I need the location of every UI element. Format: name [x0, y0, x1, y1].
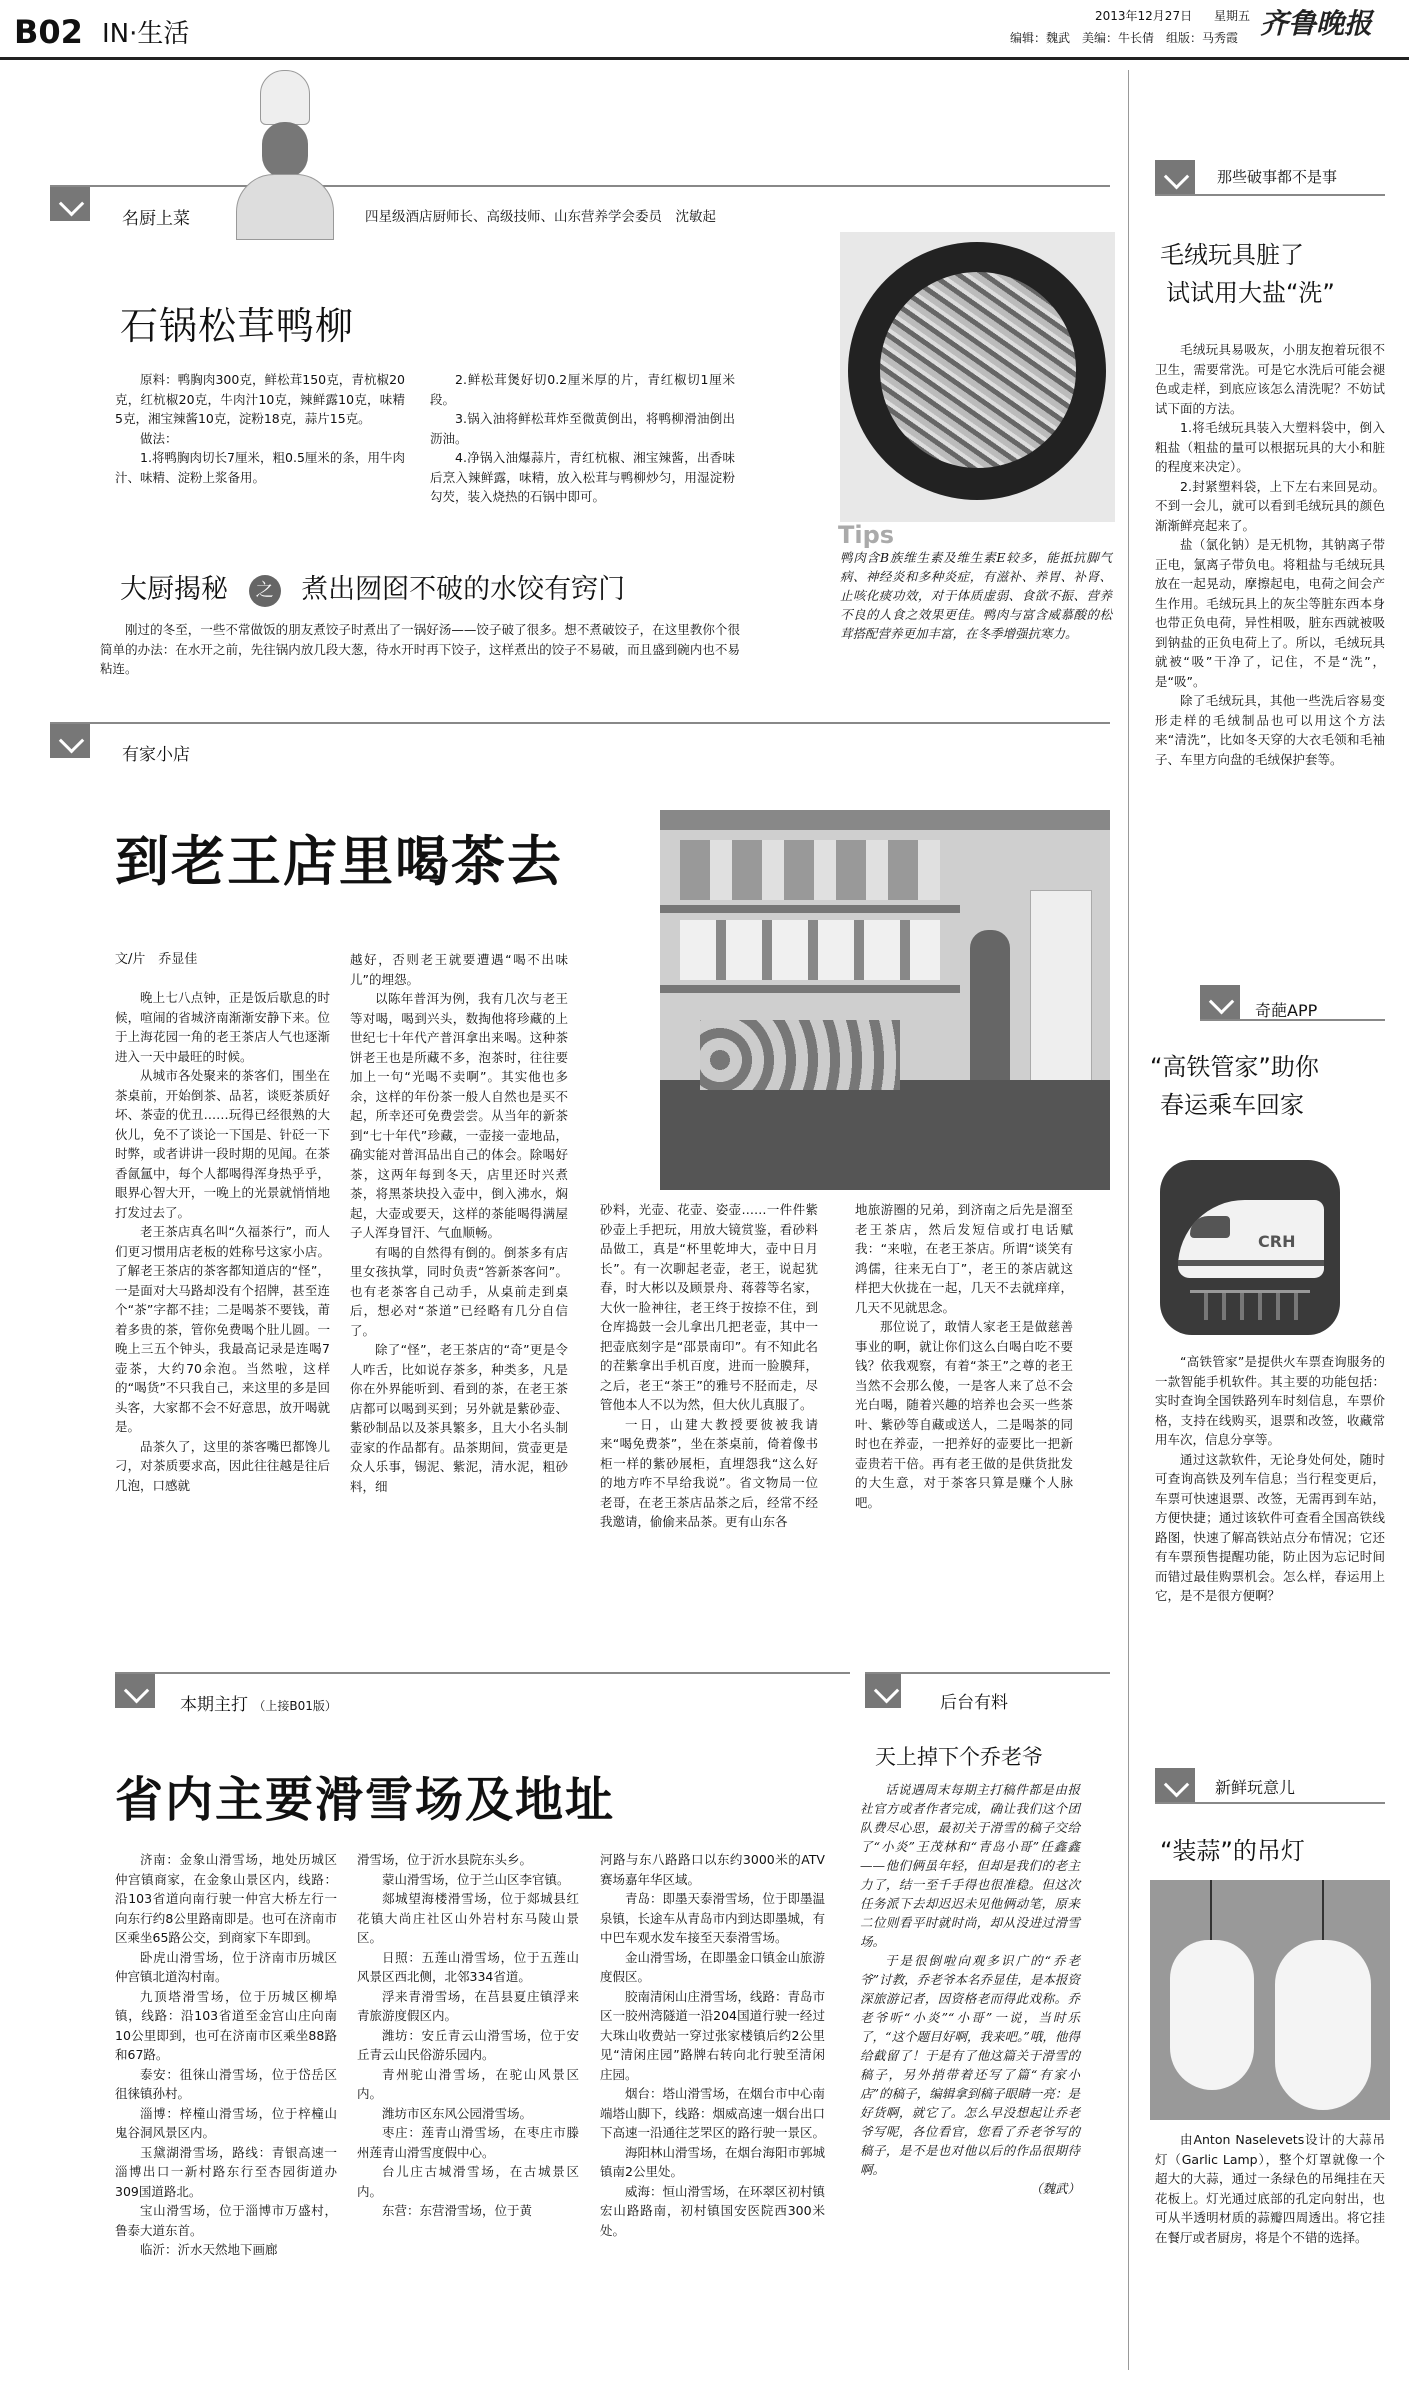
toys-title-1: 毛绒玩具脏了 [1160, 241, 1304, 269]
garlic-lamp-photo [1150, 1880, 1390, 2120]
lamp-section-bar [1155, 1768, 1385, 1804]
lamp-heading [1160, 1832, 1390, 1870]
ski-para: 潍坊：安丘青云山滑雪场，位于安丘青云山民俗游乐园内。 [357, 2027, 579, 2062]
backstage-title: 天上掉下个乔老爷 [875, 1745, 1043, 1769]
ski-para: 泰安：徂徕山滑雪场，位于岱岳区徂徕镇孙村。 [115, 2066, 337, 2101]
recipe-para: 做法： [140, 430, 178, 446]
ski-para: 青岛：即墨天泰滑雪场，位于即墨温泉镇，长途车从青岛市内到达即墨城，有中巴车观水发车接至天泰滑雪场。 [600, 1891, 826, 1945]
shelf [660, 905, 960, 913]
chef-hat [260, 70, 310, 125]
toys-section-bar [1155, 160, 1385, 196]
backstage-para: 于是很倒啦向观多识广的“乔老爷”讨教，乔老爷本名乔显佳，是本报资深旅游记者，因资格老而得此戏称。乔老爷听“小炎”“小哥”一说，当时乐了，“这个题目好啊，我来吧。”哦，他得给截留了！于是有了他这篇关于滑雪的稿子，另外捎带着还写了篇“有家小店”的稿子，编辑拿到稿子眼睛一亮：是好货啊，就它了。怎么早没想起让乔老爷写呢，各位看官，您看了乔老爷写的稿子，是不是也对他以后的作品很期待啊。 [860, 1953, 1080, 2177]
ski-para: 宝山滑雪场，位于淄博市万盛村，鲁泰大道东首。 [115, 2203, 337, 2238]
garlic-bulb [1275, 1940, 1371, 2110]
arrow-icon [1155, 160, 1195, 194]
ski-section-note: （上接B01版） [253, 1699, 337, 1713]
dumpling-title-badge: 之 [249, 575, 281, 607]
ski-para: 烟台：塔山滑雪场，在烟台市中心南端塔山脚下，线路：烟威高速一烟台出口下高速一沿通往芝罘区的路行驶一景区。 [600, 2086, 826, 2140]
dish-food [880, 272, 1076, 468]
teapots [700, 1020, 900, 1090]
ski-section-title: 本期主打 [180, 1695, 248, 1715]
tea-para: 一日，山建大教授要彼被我请来“喝免费茶”，坐在茶桌前，倚着像书柜一样的紫砂展柜，直埋怨我“这么好的地方咋不早给我说”。省文物局一位老哥，在老王茶店品茶之后，经常不经我邀请，偷偷来品茶。更有山东各 [600, 1416, 818, 1529]
ski-para: 枣庄：莲青山滑雪场，在枣庄市滕州莲青山滑雪度假中心。 [357, 2125, 579, 2160]
ski-title: 省内主要滑雪场及地址 [115, 1772, 616, 1828]
arrow-icon [50, 724, 90, 758]
recipe-para: 2.鲜松茸煲好切0.2厘米厚的片，青红椒切1厘米段。 [430, 372, 735, 407]
app-heading [1150, 1048, 1390, 1124]
tea-shop-photo [660, 810, 1110, 1190]
toys-para: 除了毛绒玩具，其他一些洗后容易变形走样的毛绒制品也可以用这个方法来“清洗”，比如冬天穿的大衣毛领和毛袖子、车里方向盘的毛绒保护套等。 [1155, 693, 1385, 767]
toys-title-2: 试试用大盐“洗” [1166, 279, 1335, 307]
ski-para: 浮来青滑雪场，在莒县夏庄镇浮来青旅游度假区内。 [357, 1988, 579, 2023]
issue-date: 2013年12月27日 [1095, 9, 1193, 23]
recipe-para: 4.净锅入油爆蒜片，青红杭椒、湘宝辣酱，出香味后烹入辣鲜露，味精，放入松茸与鸭柳炒匀，用湿淀粉勾芡，装入烧热的石锅中即可。 [430, 450, 735, 504]
ski-para: 胶南清闲山庄滑雪场，线路：青岛市区一胶州湾隧道一沿204国道行驶一经过大珠山收费站一穿过张家楼镇后约2公里见“清闲庄园”路牌右转向北行驶至清闲庄园。 [600, 1988, 826, 2082]
shelf [660, 985, 960, 993]
recipe-para: 原料：鸭胸肉300克，鲜松茸150克，青杭椒20克，红杭椒20克，牛肉汁10克，辣鲜露10克，味精5克，湘宝辣酱10克，淀粉18克，蒜片15克。 [115, 372, 405, 426]
lamp-cord [1210, 1880, 1212, 1940]
arrow-icon [1155, 1768, 1195, 1802]
arrow-icon [115, 1674, 155, 1708]
table [660, 1080, 1110, 1190]
train-stripe [1178, 1260, 1324, 1266]
shelf [680, 840, 940, 900]
app-section-bar [1200, 985, 1385, 1021]
tea-col-1 [115, 988, 330, 1495]
backstage-section-label: 后台有料 [940, 1693, 1008, 1713]
tea-col-4 [855, 1200, 1073, 1512]
recipe-para: 3.锅入油将鲜松茸炸至微黄倒出，将鸭柳滑油倒出沥油。 [430, 411, 735, 446]
ski-para: 威海：恒山滑雪场，在环翠区初村镇宏山路路南，初村镇国安医院西300米处。 [600, 2183, 826, 2238]
ski-para: 海阳林山滑雪场，在烟台海阳市郭城镇南2公里处。 [600, 2144, 826, 2179]
app-title-2: 春运乘车回家 [1160, 1091, 1304, 1119]
tips-text: 鸭肉含B族维生素及维生素E较多，能抵抗脚气病、神经炎和多种炎症，有滋补、养胃、补肾、止咳化痰功效，对于体质虚弱、食欲不振、营养不良的人食之效果更佳。鸭肉与富含威慕酸的松茸搭配营养更加丰富，在冬季增强抗寒力。 [840, 550, 1112, 641]
lamp-cord [1322, 1880, 1324, 1940]
ski-para: 九顶塔滑雪场，位于历城区柳埠镇，线路：沿103省道至金宫山庄向南10公里即到，也可在济南市区乘坐88路和67路。 [115, 1988, 337, 2062]
statue [970, 930, 1010, 1090]
tea-para: 晚上七八点钟，正是饭后歇息的时候，喧闹的省城济南渐渐安静下来。位于上海花园一角的老王茶店人气也逐渐进入一天中最旺的时候。 [115, 990, 330, 1064]
app-body [1155, 1352, 1385, 1606]
backstage-section-bar [865, 1672, 1110, 1713]
backstage-body [860, 1780, 1080, 2198]
tea-para: 越好，否则老王就要遭遇“喝不出味儿”的埋怨。 [350, 952, 568, 987]
tea-col-3 [600, 1200, 818, 1532]
issue-weekday: 星期五 [1214, 9, 1251, 23]
dumpling-title-b: 煮出囫囵不破的水饺有窍门 [301, 574, 626, 605]
toys-section-label: 那些破事都不是事 [1217, 168, 1338, 186]
app-section-label: 奇葩APP [1255, 1001, 1318, 1020]
ski-col-1 [115, 1850, 337, 2260]
app-icon-text: CRH [1258, 1232, 1296, 1251]
ski-para: 济南：金象山滑雪场，地处历城区仲宫镇商家，在金象山景区内，线路：沿103省道向南行驶一仲宫大桥左行一向东行约8公里路南即是。也可在济南市区乘坐65路公交，到商家下车即到。 [115, 1852, 337, 1945]
ski-para: 金山滑雪场，在即墨金口镇金山旅游度假区。 [600, 1949, 826, 1984]
lamp-title: “装蒜”的吊灯 [1160, 1837, 1305, 1865]
app-para: 通过这款软件，无论身处何处，随时可查询高铁及列车信息；当行程变更后，车票可快速退票、改签，无需再到车站，方便快捷；通过该软件可查看全国高铁线路图，快速了解高铁站点分布情况；它还有车票预售提醒功能，防止因为忘记时间而错过最佳购票机会。怎么样，春运用上它，是不是很方便啊？ [1155, 1451, 1385, 1603]
dumpling-heading [120, 572, 625, 608]
tea-para: 从城市各处聚来的茶客们，围坐在茶桌前，开始倒茶、品茗，谈贬茶质好坏、茶壶的优丑……玩得已经很熟的大伙儿，免不了谈论一下国是、针砭一下时弊，或者讲讲一段时期的见闻。在茶香氤氲中，每个人都喝得浑身热乎乎，眼界心智大开，一晚上的光景就悄悄地打发过去了。 [115, 1068, 330, 1220]
ski-para: 东营：东营滑雪场，位于黄 [382, 2203, 533, 2218]
tea-section-bar [50, 722, 1110, 765]
ski-para: 滑雪场，位于沂水县院东头乡。 [357, 1852, 533, 1867]
masthead [0, 0, 1409, 60]
toys-body [1155, 340, 1385, 769]
toys-para: 2.封紧塑料袋，上下左右来回晃动。不到一会儿，就可以看到毛绒玩具的颜色渐渐鲜亮起来了。 [1155, 478, 1385, 533]
ski-para: 淄博：梓橦山滑雪场，位于梓橦山鬼谷洞风景区内。 [115, 2105, 337, 2140]
toys-para: 盐（氯化钠）是无机物，其钠离子带正电，氯离子带负电。将粗盐与毛绒玩具放在一起晃动，摩擦起电，电荷之间会产生作用。毛绒玩具上的灰尘等脏东西本身也带正负电荷，异性相吸，脏东西就被吸到钠盐的正负电荷上了。所以，毛绒玩具就被“吸”干净了，记住，不是“洗”，是“吸”。 [1155, 537, 1385, 689]
train-rails [1190, 1290, 1310, 1320]
high-speed-rail-app-icon [1160, 1160, 1340, 1335]
toys-para: 毛绒玩具易吸灰，小朋友抱着玩很不卫生，需要常洗。可是它水洗后可能会褪色或走样，到底应该怎么清洗呢？不妨试试下面的方法。 [1155, 342, 1385, 416]
tea-col-2 [350, 950, 568, 1496]
tea-para: 以陈年普洱为例，我有几次与老王等对喝，喝到兴头，数掏他将珍藏的上世纪七十年代产普洱拿出来喝。这种茶饼老王也是所藏不多，泡茶时，往往要加上一句“光喝不卖啊”。其实他也多余，这样的年份茶一般人自然也是买不起，所幸还可免费尝尝。从当年的新茶到“七十年代”珍藏，一壶接一壶地品，确实能对普洱品出自己的体会。除喝好茶，这两年每到冬天，店里还时兴煮茶，将黑茶块投入壶中，倒入沸水，焖起，大壶或要天，这样的茶能喝得满屋子人浑身冒汗、气血顺畅。 [350, 991, 568, 1240]
chef-face [262, 122, 308, 178]
backstage-para: 话说遇周末每期主打稿件都是由报社官方或者作者完成，确让我们这个团队费尽心思，最初关于滑雪的稿子交给了“小炎”王茂林和“青岛小哥”任鑫鑫——他们俩虽年轻，但却是我们的老主力了，结一至千手得也很准稳。但这次任务派下去却迟迟未见他俩动笔，原来二位则看平时就时尚，却从没进过滑雪场。 [860, 1782, 1080, 1949]
backstage-sign: （魏武） [1029, 2181, 1080, 2196]
ski-col-2 [357, 1850, 579, 2221]
dish-photo [840, 232, 1115, 522]
newspaper-logo: 齐鲁晚报 [1260, 7, 1373, 40]
garlic-bulb [1170, 1940, 1254, 2090]
lamp-section-label: 新鲜玩意儿 [1215, 1778, 1296, 1797]
recipe-left [115, 370, 405, 487]
ski-para: 青州驼山滑雪场，在驼山风景区内。 [357, 2066, 579, 2101]
ski-section-label [180, 1696, 337, 1716]
train-body [1178, 1200, 1324, 1278]
chef-section-label: 名厨上菜 [122, 209, 190, 229]
shelf [680, 920, 940, 980]
shelf [660, 810, 1110, 830]
train-window [1190, 1216, 1230, 1238]
toys-para: 1.将毛绒玩具装入大塑料袋中，倒入粗盐（粗盐的量可以根据玩具的大小和脏的程度来决定）。 [1155, 420, 1385, 474]
recipe-para: 1.将鸭胸肉切长7厘米，粗0.5厘米的条，用牛肉汁、味精、淀粉上浆备用。 [115, 450, 405, 485]
ski-para: 潍坊市区东风公园滑雪场。 [382, 2105, 533, 2121]
chef-portrait [230, 70, 340, 240]
tea-section-label: 有家小店 [122, 745, 190, 765]
ski-para: 卧虎山滑雪场，位于济南市历城区仲宫镇北道沟村南。 [115, 1949, 337, 1984]
recipe-right [430, 370, 735, 507]
ski-para: 郯城望海楼滑雪场，位于郯城县红花镇大尚庄社区山外岩村东马陵山景区。 [357, 1891, 579, 1945]
dumpling-title-a: 大厨揭秘 [120, 574, 228, 605]
app-para: “高铁管家”是提供火车票查询服务的一款智能手机软件。其主要的功能包括：实时查询全国铁路列车时刻信息，车票价格，支持在线购买，退票和改签，收藏常用车次，信息分享等。 [1155, 1354, 1385, 1447]
ski-section-bar [115, 1672, 850, 1715]
editors-line: 编辑：魏武 美编：牛长倩 组版：马秀霞 [1010, 31, 1239, 45]
ski-para: 玉黛湖滑雪场，路线：青银高速一淄博出口一新村路东行至杏园街道办309国道路北。 [115, 2144, 337, 2199]
ski-col-3 [600, 1850, 825, 2240]
page-number: B02 [14, 13, 83, 51]
ski-para: 日照：五莲山滑雪场，位于五莲山风景区西北侧，北邻334省道。 [357, 1949, 579, 1984]
chef-credentials: 四星级酒店厨师长、高级技师、山东营养学会委员 沈敏起 [365, 209, 716, 225]
ski-para: 蒙山滑雪场，位于兰山区李官镇。 [382, 1871, 570, 1887]
tea-para: 有喝的自然得有倒的。倒茶多有店里女孩执掌，同时负责“答新茶客问”。也有老茶客自己动手，从桌前走到桌后，想必对“茶道”已经略有几分自信了。 [350, 1244, 568, 1338]
app-title-1: “高铁管家”助你 [1150, 1053, 1319, 1081]
tea-para: 地旅游圈的兄弟，到济南之后先是溜至老王茶店，然后发短信或打电话赋我：“来啦，在老王茶店。所谓“谈笑有鸿儒，往来无白丁”，老王的茶店就这样把大伙拢在一起，几天不去就痒痒，几天不见就思念。 [855, 1202, 1073, 1315]
ski-para: 临沂：沂水天然地下画廊 [140, 2242, 278, 2257]
lamp-body: 由Anton Naselevets设计的大蒜吊灯（Garlic Lamp），整个灯罩就像一个超大的大蒜，通过一条绿色的吊绳挂在天花板上。灯光通过底部的孔定向射出，也可从半透明材质的蒜瓣四周透出。将它挂在餐厅或者厨房，将是个不错的选择。 [1155, 2132, 1385, 2245]
tea-para: 老王茶店真名叫“久福茶行”，而人们更习惯用店老板的姓称号这家小店。了解老王茶店的茶客都知道店的“怪”，一是面对大马路却没有个招牌，甚至连个“茶”字都不挂；二是喝茶不要钱，莆着多贵的茶，管你免费喝个肚儿圆。一晚上三五个钟头，我最高记录是连喝7壶茶，大约70余泡。当然啦，这样的“喝货”不只我自己，来这里的多是回头客，大家都不会不好意思，放开喝就是。 [115, 1224, 330, 1434]
tea-byline: 文/片 乔显佳 [115, 952, 198, 967]
tea-para: 砂料，光壶、花壶、姿壶……一件件紫砂壶上手把玩，用放大镜赏鉴，看砂料品做工，真是“杯里乾坤大，壶中日月长”。有一次聊起老壶，老王，说起犹春，时大彬以及顾景舟、蒋蓉等名家，大伙一脸神往，老王终于按捺不住，到仓库捣鼓一会儿拿出几把老壶，其中一把壶底刻字是“邵景南印”。有不知此名的茬紫拿出手机百度，进而一脸膜拜，之后，老王“茶王”的雅号不胫而走，尽管他本人不以为然，但大伙儿真服了。 [600, 1202, 818, 1412]
ski-para: 河路与东八路路口以东约3000米的ATV赛场嘉年华区域。 [600, 1852, 825, 1887]
dish-title: 石锅松茸鸭柳 [120, 304, 355, 348]
sidebar-divider [1128, 70, 1129, 2370]
tips-label: Tips [838, 521, 895, 549]
toys-heading [1160, 236, 1390, 312]
ski-para: 台儿庄古城滑雪场，在古城景区内。 [357, 2164, 579, 2199]
tea-para: 除了“怪”，老王茶店的“奇”更是令人咋舌，比如说存茶多，种类多，凡是你在外界能听到、看到的茶，在老王茶店都可以喝到买到；另外就是紫砂壶、紫砂制品以及茶具繁多，且大小名头制壶家的作品都有。品茶期间，赏壶更是众人乐事，锡泥、紫泥，清水泥，粗砂料，细 [350, 1342, 568, 1494]
arrow-icon [865, 1674, 901, 1708]
tea-title: 到老王店里喝茶去 [115, 830, 563, 893]
arrow-icon [1200, 985, 1240, 1019]
chef-coat [236, 174, 334, 240]
arrow-icon [50, 187, 90, 221]
tea-para: 那位说了，敢情人家老王是做慈善事业的啊，就让你们这么白喝白吃不要钱？依我观察，有着“茶王”之尊的老王当然不会那么傻，一是客人来了总不会光白喝，随着兴趣的培养也会买一些茶叶、紫砂等自藏或送人，二是喝茶的同时也在养壶，一把养好的壶要比一把新壶贵若干倍。再有老王做的是供货批发的大生意，对于茶客只算是赚个人脉吧。 [855, 1319, 1073, 1510]
dumpling-body: 刚过的冬至，一些不常做饭的朋友煮饺子时煮出了一锅好汤——饺子破了很多。想不煮破饺子，在这里教你个很简单的办法：在水开之前，先往锅内放几段大葱，待水开时再下饺子，这样煮出的饺子不易破，而且盛到碗内也不易粘连。 [100, 622, 740, 676]
tea-para: 品茶久了，这里的茶客嘴巴都馋儿刁，对茶质要求高，因此往往越是往后几泡，口感就 [115, 1438, 330, 1493]
section-name: IN·生活 [102, 19, 190, 49]
